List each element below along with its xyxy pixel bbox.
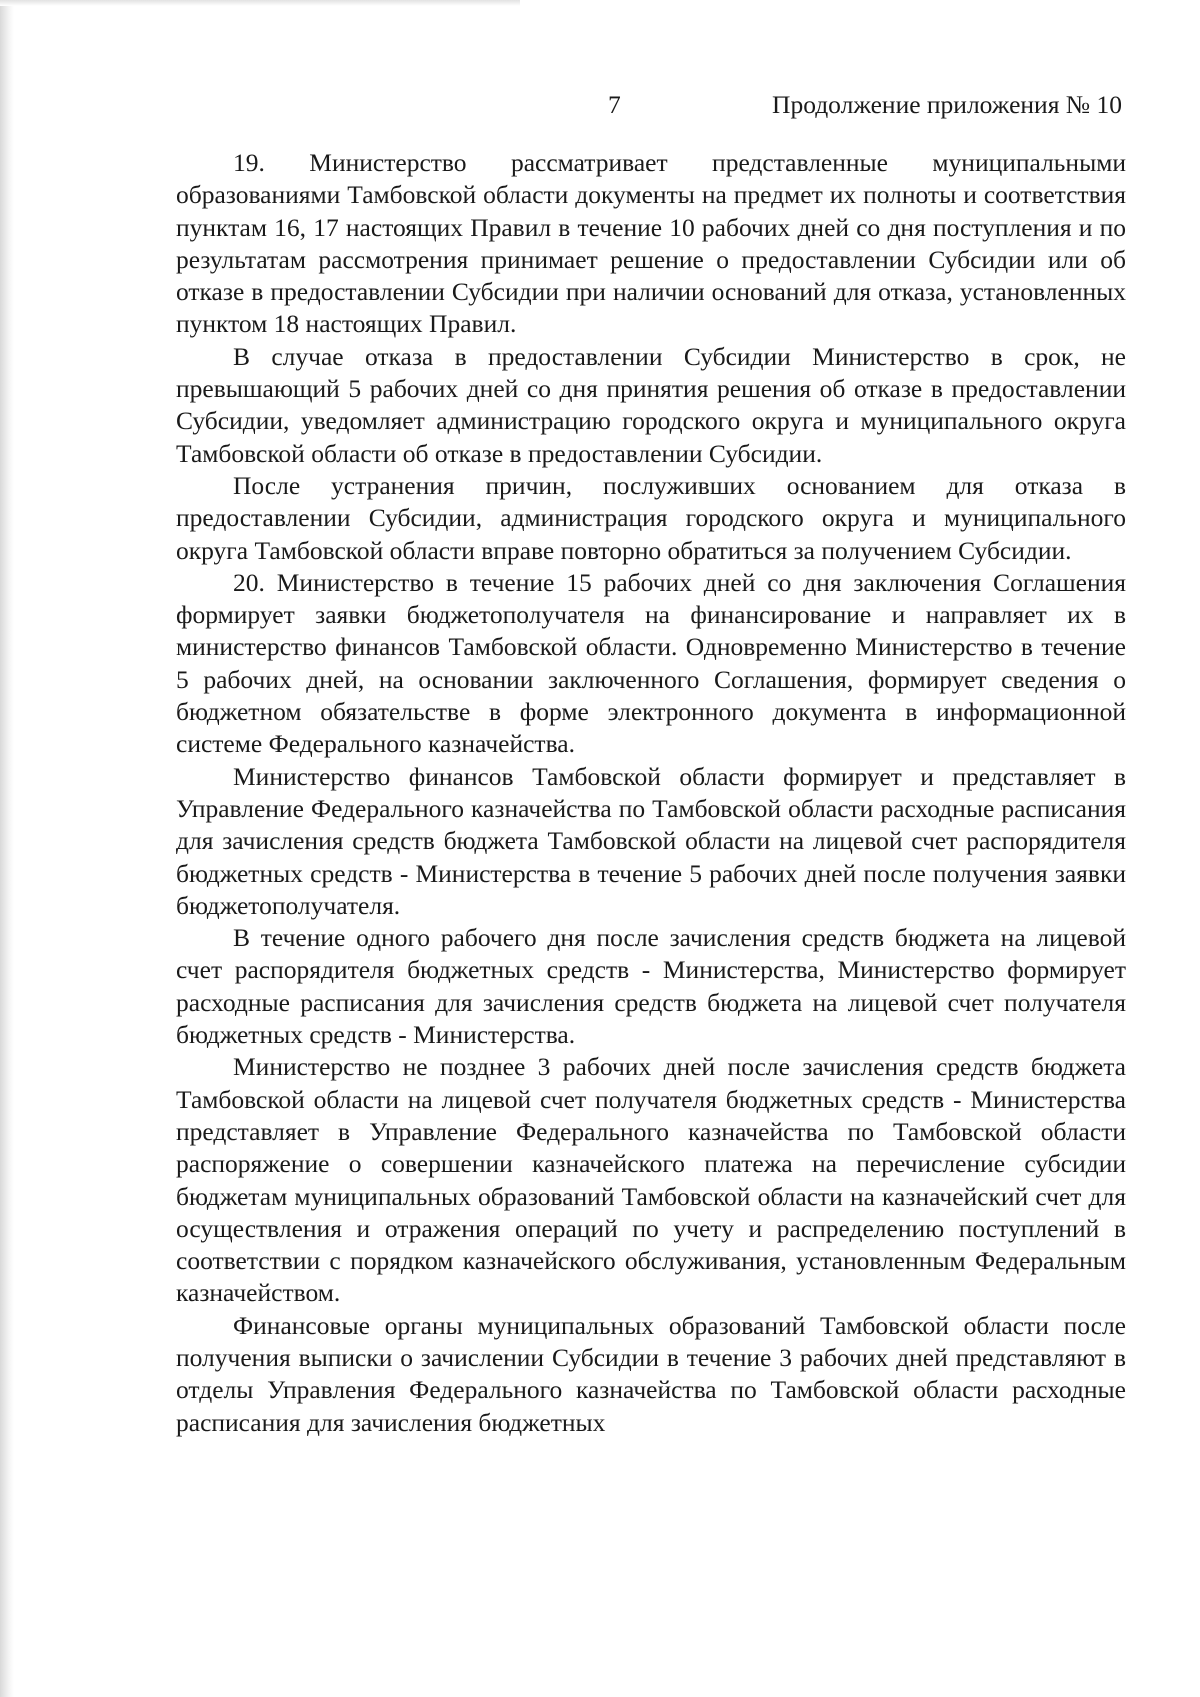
document-body <box>176 147 1126 1439</box>
scan-top-edge <box>0 0 520 6</box>
paragraph-financial-bodies: Финансовые органы муниципальных образований Тамбовской области после получения выписки о зачислении Субсидии в течение 3 рабочих дней представляют в отделы Управления Федерального казначейства по Тамбовской области расходные расписания для зачисления бюджетных <box>176 1310 1126 1437</box>
paragraph-one-working-day: В течение одного рабочего дня после зачисления средств бюджета на лицевой счет распорядителя бюджетных средств - Министерства, Министерство формирует расходные расписания для зачисления средств бюджета на лицевой счет получателя бюджетных средств - Министерства. <box>176 923 1126 1050</box>
paragraph-19: 19. Министерство рассматривает представленные муниципальными образованиями Тамбовской области документы на предмет их полноты и соответствия пунктам 16, 17 настоящих Правил в течение 10 рабочих дней со дня поступления и по результатам рассмотрения принимает решение о предоставлении Субсидии или об отказе в предоставлении Субсидии при наличии оснований для отказа, установленных пунктом 18 настоящих Правил. <box>176 148 1126 339</box>
paragraph-20: 20. Министерство в течение 15 рабочих дней со дня заключения Соглашения формирует заявки бюджетополучателя на финансирование и направляет их в министерство финансов Тамбовской области. Одновременно Министерство в течение 5 рабочих дней, на основании заключенного Соглашения, формирует сведения о бюджетном обязательстве в форме электронного документа в информационной системе Федерального казначейства. <box>176 567 1126 759</box>
appendix-label: Продолжение приложения № 10 <box>772 90 1122 119</box>
paragraph-reapplication: После устранения причин, послуживших основанием для отказа в предоставлении Субсидии, администрация городского округа и муниципального округа Тамбовской области вправе повторно обратиться за получением Субсидии. <box>176 470 1126 565</box>
scan-left-edge <box>0 0 14 1697</box>
page-number: 7 <box>608 90 621 119</box>
paragraph-treasury-payment: Министерство не позднее 3 рабочих дней после зачисления средств бюджета Тамбовской области на лицевой счет получателя бюджетных средств - Министерства представляет в Управление Федерального казначейства по Тамбовской области распоряжение о совершении казначейского платежа на перечисление субсидии бюджетам муниципальных образований Тамбовской области на казначейский счет для осуществления и отражения операций по учету и распределению поступлений в соответствии с порядком казначейского обслуживания, установленным Федеральным казначейством. <box>176 1052 1126 1308</box>
paragraph-finance-ministry: Министерство финансов Тамбовской области формирует и представляет в Управление Федерального казначейства по Тамбовской области расходные расписания для зачисления средств бюджета Тамбовской области на лицевой счет распорядителя бюджетных средств - Министерства в течение 5 рабочих дней после получения заявки бюджетополучателя. <box>176 761 1126 920</box>
paragraph-refusal-notice: В случае отказа в предоставлении Субсидии Министерство в срок, не превышающий 5 рабочих дней со дня принятия решения об отказе в предоставлении Субсидии, уведомляет администрацию городского округа и муниципального округа Тамбовской области об отказе в предоставлении Субсидии. <box>176 341 1126 468</box>
page-header <box>0 82 1200 122</box>
